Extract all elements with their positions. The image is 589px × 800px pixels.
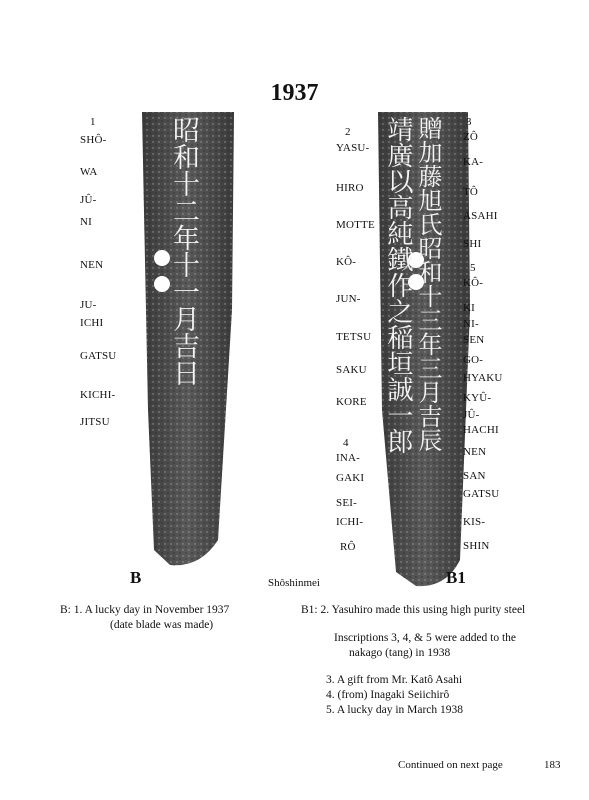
rom-b1l-11: GAKI (336, 472, 365, 484)
tang-b1-inscription-left: 靖廣以高純鐵作之稲垣誠一郎 (383, 116, 413, 454)
rom-b1r-2: KA- (463, 156, 484, 168)
rom-b1l-12: SEI- (336, 497, 357, 509)
rom-b1r-16: NEN (463, 446, 487, 458)
rom-b1l-2: HIRO (336, 182, 364, 194)
continued-note: Continued on next page (398, 759, 503, 771)
rom-b1r-20: SHIN (463, 540, 490, 552)
rom-b1r-1: ZÔ (463, 131, 479, 143)
rom-b-2: WA (80, 166, 98, 178)
rom-b1r-17: SAN (463, 470, 486, 482)
rom-b-5: NEN (80, 259, 104, 271)
rom-b1l-0: 2 (345, 126, 351, 138)
rom-b-0: 1 (90, 116, 96, 128)
rom-b-6: JU- (80, 299, 97, 311)
rom-b1r-6: 5 (470, 262, 476, 274)
rom-b1r-13: KYÛ- (463, 392, 492, 404)
rom-b-3: JÛ- (80, 194, 97, 206)
year-title: 1937 (270, 80, 319, 106)
rom-b1r-14: JÛ- (463, 409, 480, 421)
rom-b-10: JITSU (80, 416, 110, 428)
caption-item3: 3. A gift from Mr. Katô Asahi (326, 674, 463, 686)
rom-b1l-10: INA- (336, 452, 361, 464)
caption-b-line2: (date blade was made) (110, 619, 214, 631)
rom-b1r-4: ASAHI (463, 210, 498, 222)
rom-b1r-18: GATSU (463, 488, 500, 500)
rom-b-4: NI (80, 216, 93, 228)
rom-b1l-5: JUN- (336, 293, 361, 305)
rom-b-7: ICHI (80, 317, 104, 329)
rom-b1l-1: YASU- (336, 142, 370, 154)
caption-b-line1: B: 1. A lucky day in November 1937 (60, 604, 230, 616)
rom-b1r-19: KIS- (463, 516, 486, 528)
rom-b1r-0: 3 (466, 116, 472, 128)
caption-item5: 5. A lucky day in March 1938 (326, 704, 464, 716)
rom-b-9: KICHI- (80, 389, 116, 401)
rom-b1r-5: SHI (463, 238, 482, 250)
rom-b1l-7: SAKU (336, 364, 367, 376)
rom-b1l-4: KÔ- (336, 256, 357, 268)
shoshinmei-label: Shôshinmei (268, 577, 320, 589)
rom-b1l-14: RÔ (340, 541, 356, 553)
rom-b1l-13: ICHI- (336, 516, 364, 528)
page-number: 183 (544, 759, 561, 771)
rom-b1l-6: TETSU (336, 331, 372, 343)
rom-b1l-8: KORE (336, 396, 367, 408)
caption-b1-note1: Inscriptions 3, 4, & 5 were added to the (334, 632, 517, 644)
rom-b1r-9: NI- (463, 318, 479, 330)
rom-b1l-3: MOTTE (336, 219, 375, 231)
tang-b1-inscription-right: 贈加藤旭氏昭和十三年三月吉辰 (414, 116, 442, 452)
caption-b1-note2: nakago (tang) in 1938 (349, 647, 451, 659)
rom-b1r-11: GO- (463, 354, 484, 366)
rom-b1l-9: 4 (343, 437, 349, 449)
rom-b1r-3: TÔ (463, 186, 479, 198)
tang-b-inscription: 昭和十二年十一月吉日 (168, 116, 199, 386)
rom-b-8: GATSU (80, 350, 117, 362)
rom-b-1: SHÔ- (80, 134, 107, 146)
blade-b1-label: B1 (446, 568, 466, 587)
caption-b1-line1: B1: 2. Yasuhiro made this using high purity steel (301, 604, 526, 616)
rom-b1r-10: SEN (463, 334, 485, 346)
caption-item4: 4. (from) Inagaki Seiichirô (326, 689, 450, 701)
rom-b1r-15: HACHI (463, 424, 499, 436)
rom-b1r-12: HYAKU (463, 372, 503, 384)
blade-b-label: B (130, 568, 142, 587)
rom-b1r-7: KÔ- (463, 277, 484, 289)
rom-b1r-8: KI (463, 302, 476, 314)
